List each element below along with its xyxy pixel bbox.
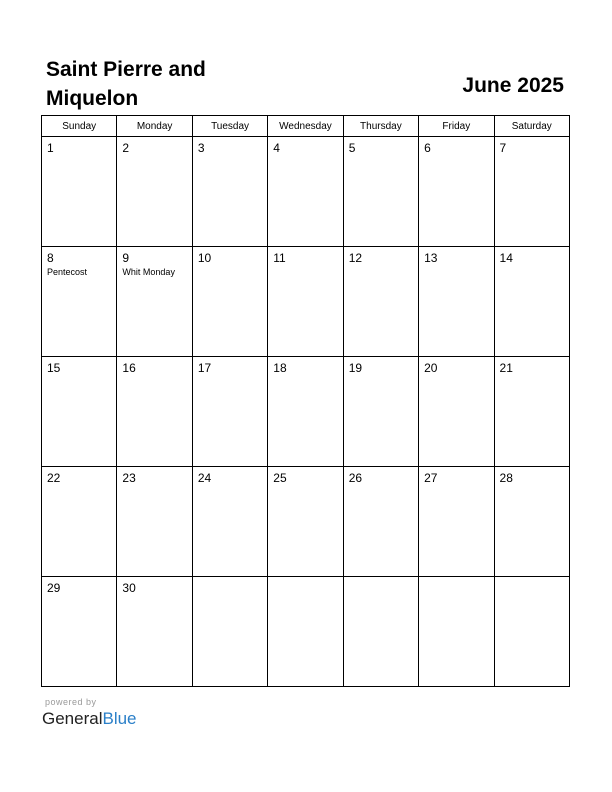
day-cell	[42, 357, 117, 467]
day-cell	[192, 137, 267, 247]
holiday-label: Whit Monday	[122, 267, 175, 277]
week-row	[42, 357, 570, 467]
day-cell	[343, 247, 418, 357]
generalblue-logo	[42, 709, 137, 729]
day-number: 27	[424, 471, 438, 485]
day-number: 9	[122, 251, 130, 265]
day-cell	[494, 247, 569, 357]
day-cell	[117, 357, 192, 467]
week-row	[42, 137, 570, 247]
day-number: 6	[424, 141, 431, 155]
day-cell	[42, 247, 117, 357]
day-number: 7	[499, 141, 507, 155]
day-cell	[268, 467, 343, 577]
day-number: 16	[122, 361, 136, 375]
day-cell	[192, 467, 267, 577]
day-number: 22	[47, 471, 61, 485]
powered-by-text: powered by	[45, 697, 97, 707]
day-cell	[42, 577, 117, 687]
day-number: 24	[197, 471, 212, 485]
empty-day-cell	[494, 577, 569, 687]
weekday-header-sunday: Sunday	[42, 116, 117, 137]
region-title-line2: Miquelon	[46, 87, 139, 110]
weekday-header-row	[42, 116, 570, 137]
month-title: June 2025	[462, 74, 564, 97]
footer-branding	[42, 697, 137, 729]
day-cell	[192, 247, 267, 357]
day-number: 13	[424, 251, 438, 265]
day-number: 8	[47, 251, 54, 265]
empty-day-cell	[419, 577, 494, 687]
day-cell	[419, 137, 494, 247]
day-number: 18	[273, 361, 287, 375]
day-cell	[494, 467, 569, 577]
day-cell	[42, 467, 117, 577]
day-number: 11	[273, 251, 286, 265]
empty-day-cell	[343, 577, 418, 687]
day-cell	[192, 357, 267, 467]
region-title-line1: Saint Pierre and	[46, 58, 206, 81]
day-cell	[419, 247, 494, 357]
day-number: 10	[197, 251, 212, 265]
day-number: 19	[348, 361, 363, 375]
day-cell	[419, 357, 494, 467]
holiday-label: Pentecost	[47, 267, 88, 277]
day-cell	[42, 137, 117, 247]
weekday-header-tuesday: Tuesday	[192, 116, 267, 137]
day-cell	[268, 357, 343, 467]
weekday-header-wednesday: Wednesday	[268, 116, 343, 137]
logo-text-blue: Blue	[102, 709, 137, 728]
day-cell	[343, 467, 418, 577]
empty-day-cell	[268, 577, 343, 687]
day-number: 28	[499, 471, 513, 485]
day-cell	[268, 137, 343, 247]
day-number: 5	[348, 141, 356, 155]
region-title	[46, 55, 286, 113]
day-cell	[419, 467, 494, 577]
weekday-header-monday: Monday	[117, 116, 192, 137]
week-row	[42, 577, 570, 687]
day-cell	[117, 577, 192, 687]
day-number: 20	[424, 361, 438, 375]
day-number: 2	[122, 141, 130, 155]
day-number: 30	[122, 581, 136, 595]
day-number: 15	[47, 361, 61, 375]
day-cell	[117, 137, 192, 247]
week-row	[42, 467, 570, 577]
day-number: 23	[122, 471, 136, 485]
weekday-header-thursday: Thursday	[343, 116, 418, 137]
day-number: 26	[348, 471, 363, 485]
day-number: 4	[273, 141, 280, 155]
day-number: 29	[47, 581, 61, 595]
day-number: 25	[273, 471, 287, 485]
day-cell	[343, 137, 418, 247]
week-row	[42, 247, 570, 357]
day-number: 21	[499, 361, 513, 375]
day-cell	[268, 247, 343, 357]
day-number: 17	[197, 361, 212, 375]
weekday-header-saturday: Saturday	[494, 116, 569, 137]
weekday-header-friday: Friday	[419, 116, 494, 137]
day-number: 14	[499, 251, 513, 265]
day-number: 3	[197, 141, 205, 155]
calendar-body	[42, 137, 570, 687]
day-cell	[494, 357, 569, 467]
day-cell	[117, 467, 192, 577]
day-number: 1	[47, 141, 54, 155]
empty-day-cell	[192, 577, 267, 687]
day-cell	[117, 247, 192, 357]
day-cell	[494, 137, 569, 247]
logo-text-general: General	[42, 709, 103, 728]
day-number: 12	[348, 251, 363, 265]
calendar-grid	[41, 115, 570, 687]
day-cell	[343, 357, 418, 467]
